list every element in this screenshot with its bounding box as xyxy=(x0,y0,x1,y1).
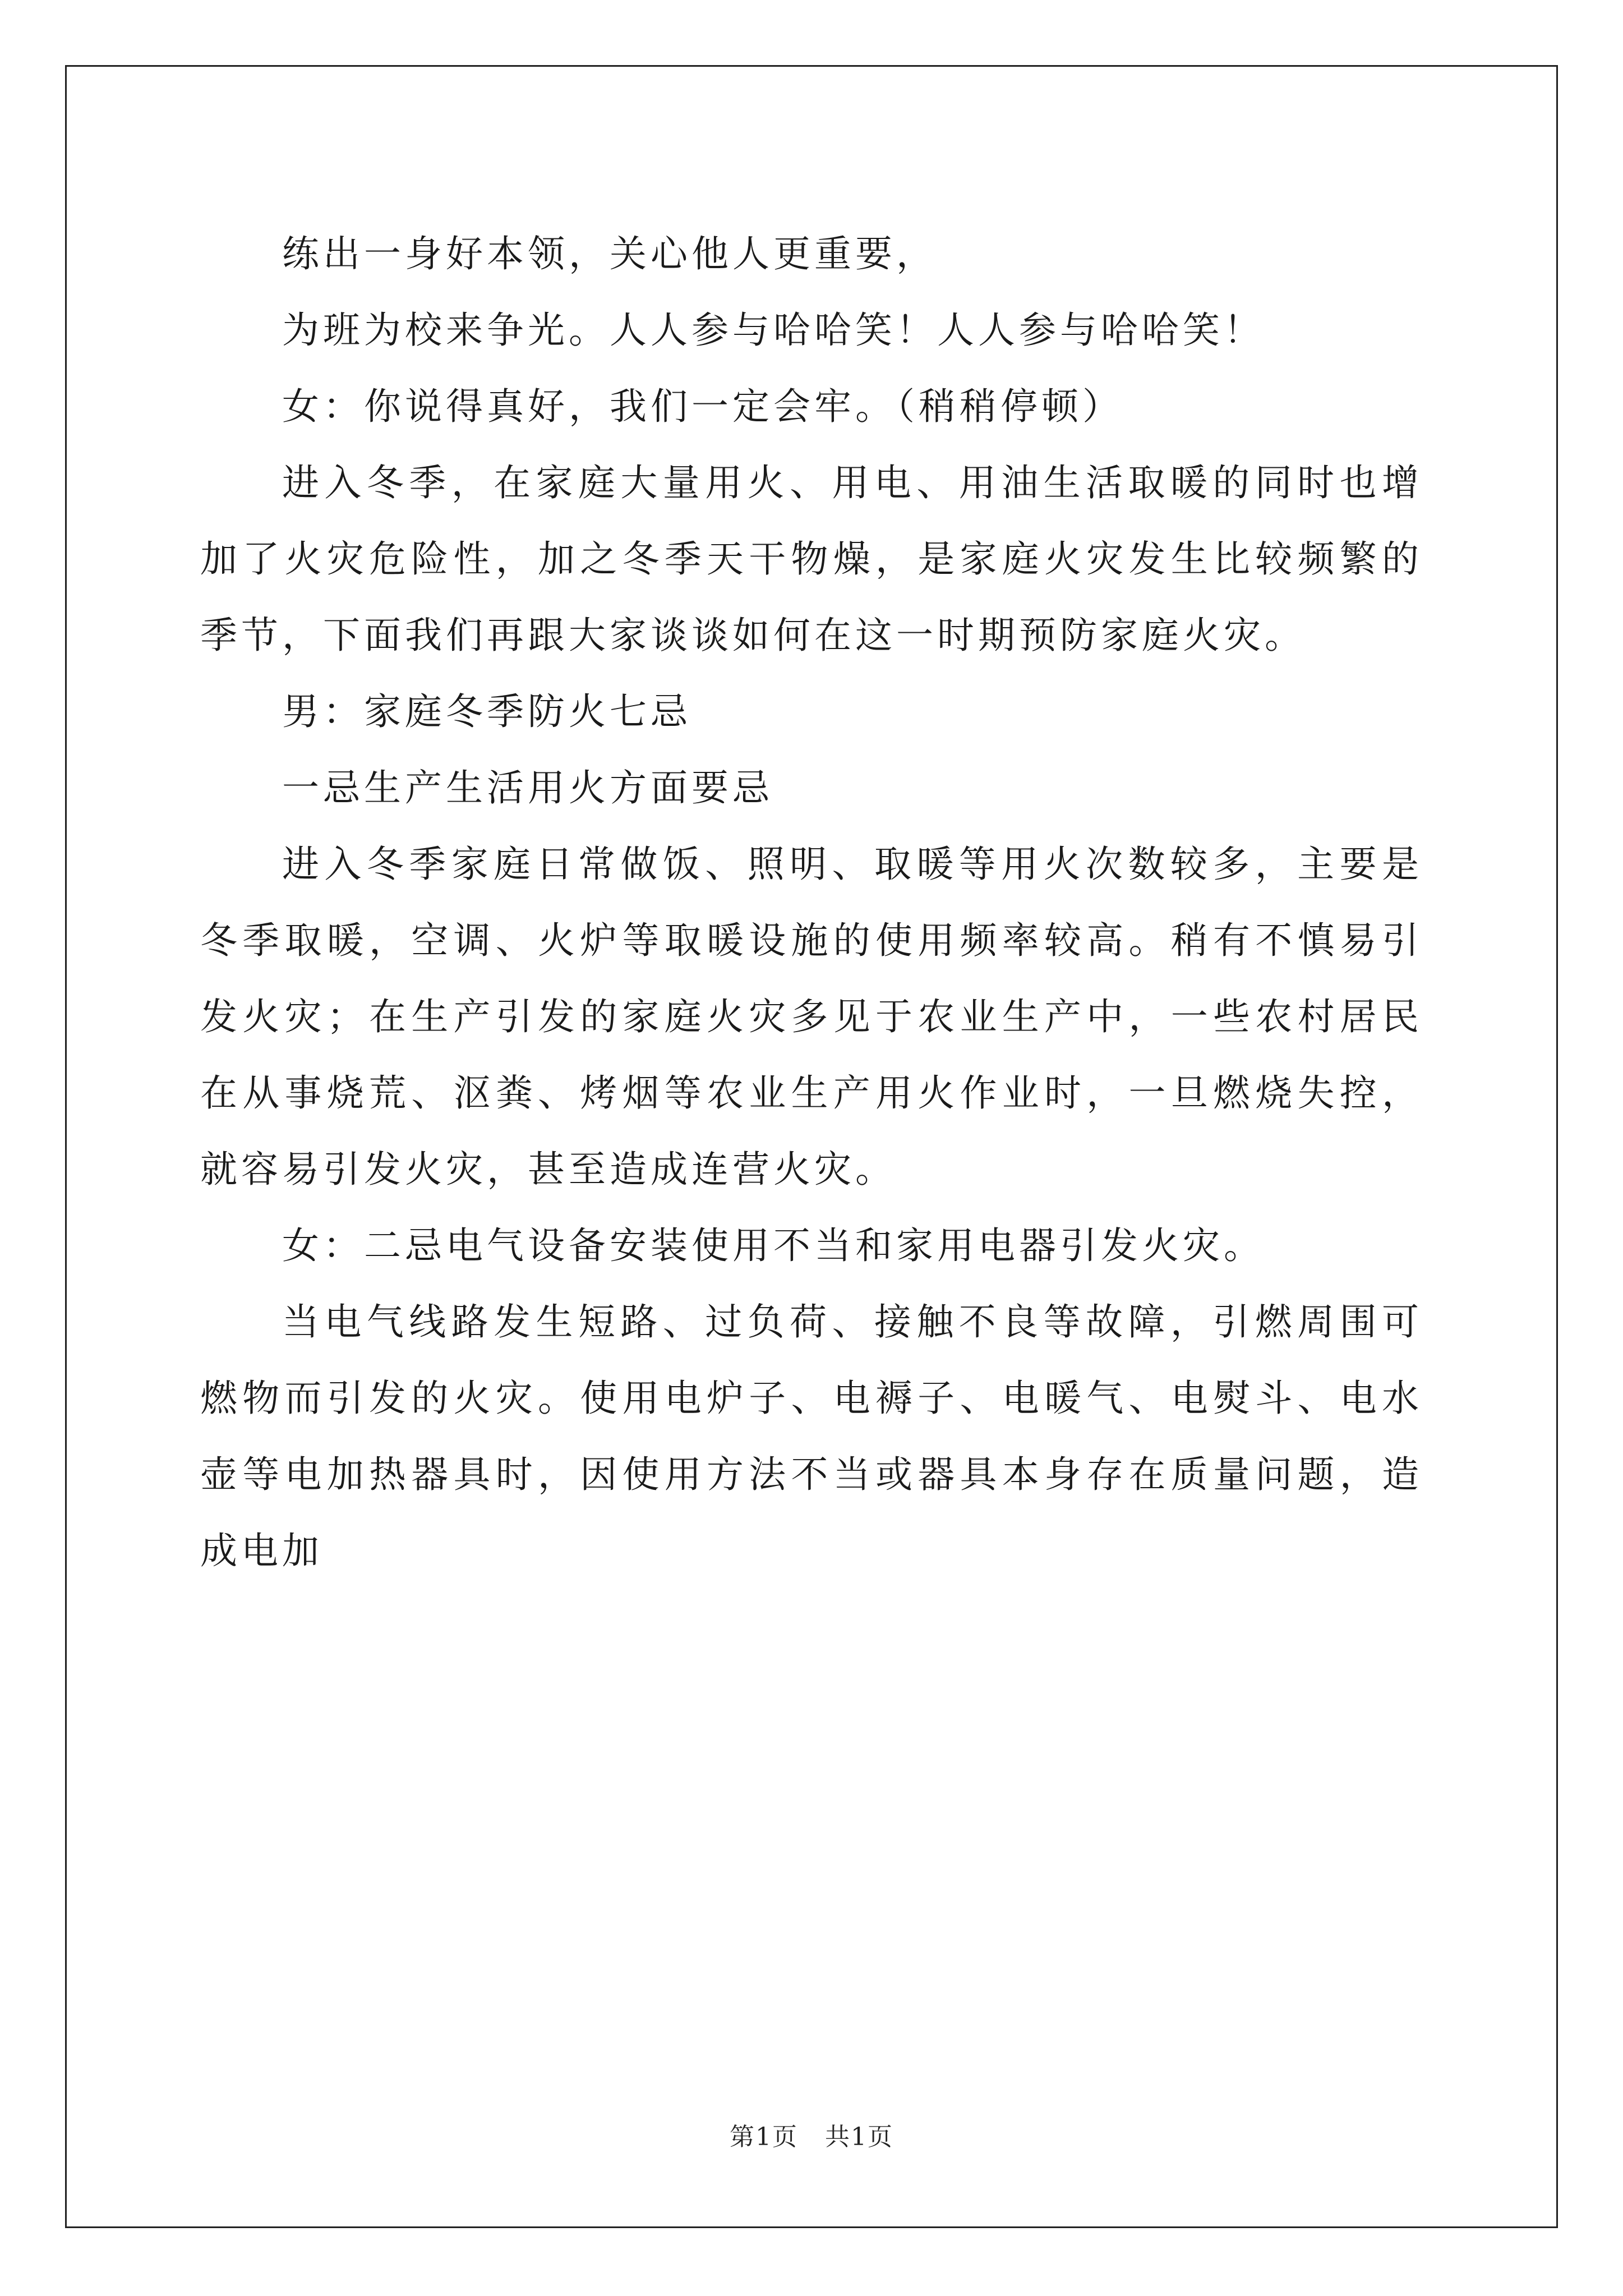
page-number: 第1页 xyxy=(730,2123,799,2151)
document-body xyxy=(200,216,1423,1589)
paragraph: 男：家庭冬季防火七忌 xyxy=(282,690,691,733)
paragraph: 练出一身好本领，关心他人更重要， xyxy=(282,232,937,275)
paragraph: 当电气线路发生短路、过负荷、接触不良等故障，引燃周围可燃物而引发的火灾。使用电炉子、电褥子、电暖气、电熨斗、电水壶等电加热器具时，因使用方法不当或器具本身存在质量问题，造成电加 xyxy=(200,1300,1423,1572)
paragraph: 一忌生产生活用火方面要忌 xyxy=(282,766,773,809)
page-total: 共1页 xyxy=(824,2123,893,2151)
paragraph: 女：你说得真好，我们一定会牢。（稍稍停顿） xyxy=(282,385,1123,428)
paragraph: 女：二忌电气设备安装使用不当和家用电器引发火灾。 xyxy=(282,1224,1265,1267)
paragraph: 进入冬季，在家庭大量用火、用电、用油生活取暖的同时也增加了火灾危险性，加之冬季天干物燥，是家庭火灾发生比较频繁的季节，下面我们再跟大家谈谈如何在这一时期预防家庭火灾。 xyxy=(200,461,1423,657)
page-footer xyxy=(0,2120,1623,2154)
paragraph: 为班为校来争光。人人参与哈哈笑！人人参与哈哈笑！ xyxy=(282,309,1265,352)
paragraph: 进入冬季家庭日常做饭、照明、取暖等用火次数较多，主要是冬季取暖，空调、火炉等取暖设施的使用频率较高。稍有不慎易引发火灾；在生产引发的家庭火灾多见于农业生产中，一些农村居民在从事烧荒、沤粪、烤烟等农业生产用火作业时，一旦燃烧失控，就容易引发火灾，甚至造成连营火灾。 xyxy=(200,843,1423,1191)
